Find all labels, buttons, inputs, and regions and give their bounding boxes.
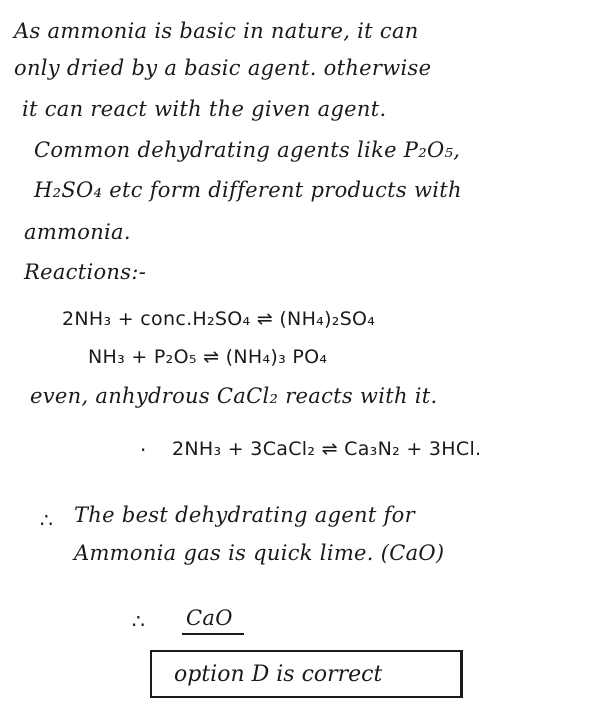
reactions-heading: Reactions:- — [24, 260, 147, 284]
therefore-symbol: ∴ — [132, 609, 145, 633]
conclusion-line-1: The best dehydrating agent for — [74, 503, 415, 527]
text-line-4: Common dehydrating agents like P₂O₅, — [34, 138, 461, 162]
text-line-2: only dried by a basic agent. otherwise — [14, 56, 432, 80]
equation-3: 2NH₃ + 3CaCl₂ ⇌ Ca₃N₂ + 3HCl. — [172, 438, 482, 460]
equation-2: NH₃ + P₂O₅ ⇌ (NH₄)₃ PO₄ — [88, 346, 328, 368]
answer-underline — [182, 633, 244, 635]
text-line-3: it can react with the given agent. — [22, 97, 387, 121]
bullet-mark: · — [140, 438, 147, 462]
text-line-1: As ammonia is basic in nature, it can — [14, 19, 419, 43]
answer-box-text: option D is correct — [174, 662, 383, 687]
therefore-symbol: ∴ — [40, 508, 53, 532]
answer-box — [150, 650, 463, 698]
conclusion-line-2: Ammonia gas is quick lime. (CaO) — [74, 541, 445, 565]
text-line-6: ammonia. — [24, 220, 131, 244]
answer-value: CaO — [186, 606, 233, 630]
equation-1: 2NH₃ + conc.H₂SO₄ ⇌ (NH₄)₂SO₄ — [62, 308, 376, 330]
text-line-8: even, anhydrous CaCl₂ reacts with it. — [30, 384, 438, 408]
text-line-5: H₂SO₄ etc form different products with — [34, 178, 462, 202]
